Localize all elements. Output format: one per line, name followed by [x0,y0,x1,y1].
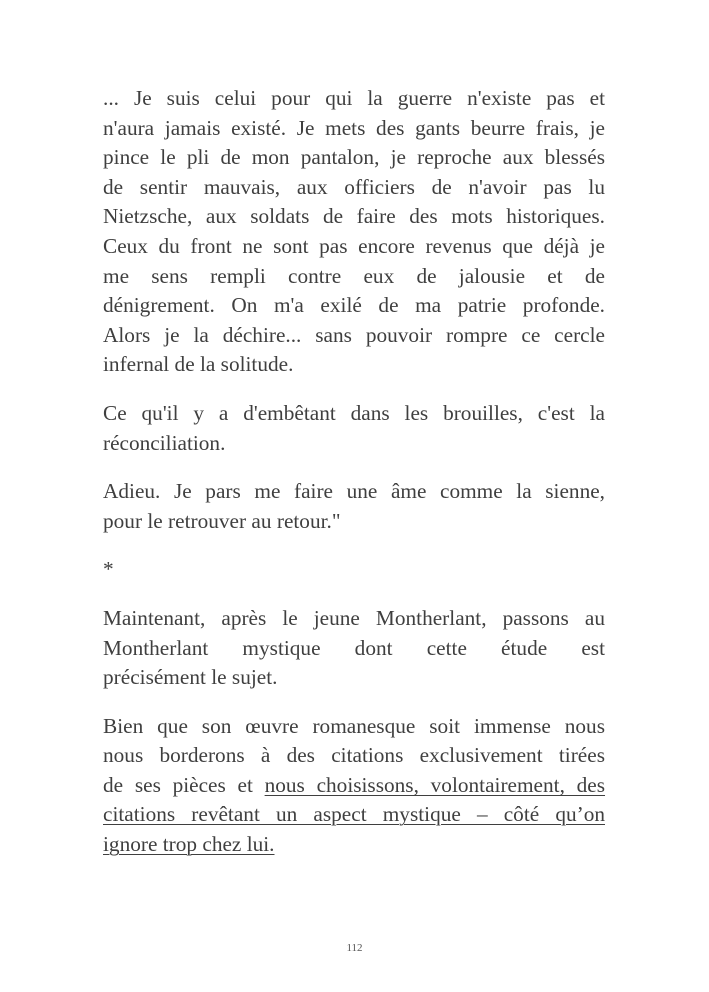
text-line [103,771,605,801]
text-line [103,555,605,585]
text-line [103,291,605,321]
text-segment: * [103,557,114,582]
text-segment: Ceux du front ne sont pas encore revenus que déjà je [103,233,605,258]
text-line [103,477,605,507]
paragraph [103,604,605,693]
paragraph [103,477,605,536]
text-line [103,321,605,351]
paragraph [103,555,605,585]
text-segment: Maintenant, après le jeune Montherlant, passons au [103,605,605,630]
text-segment: Nietzsche, aux soldats de faire des mots historiques. [103,204,605,229]
text-segment: me sens rempli contre eux de jalousie et de [103,263,605,288]
text-line [103,350,605,380]
text-line [103,173,605,203]
text-line [103,507,605,537]
text-segment: pince le pli de mon pantalon, je reproche aux blessés [103,145,605,170]
text-segment: nous borderons à des citations exclusivement tirées [103,743,605,768]
paragraph [103,712,605,860]
text-line [103,143,605,173]
text-segment: Adieu. Je pars me faire une âme comme la sienne, [103,479,605,504]
text-segment: précisément le sujet. [103,665,278,690]
text-segment: infernal de la solitude. [103,352,294,377]
text-line [103,712,605,742]
text-segment: ... Je suis celui pour qui la guerre n'existe pas et [103,86,605,110]
text-segment: Ce qu'il y a d'embêtant dans les brouilles, c'est la [103,400,605,425]
text-line [103,114,605,144]
page-number: 112 [346,942,363,954]
page-body [103,84,605,879]
text-line [103,604,605,634]
text-segment: Montherlant mystique dont cette étude est [103,635,605,660]
text-line [103,262,605,292]
text-line [103,741,605,771]
text-segment: réconciliation. [103,430,226,455]
underlined-text: nous choisissons, volontairement, des [264,772,606,797]
text-segment: Alors je la déchire... sans pouvoir rompre ce cercle [103,322,605,347]
text-line [103,399,605,429]
text-line [103,830,605,860]
text-line [103,232,605,262]
paragraph [103,84,605,380]
text-line [103,800,605,830]
text-segment: Bien que son œuvre romanesque soit immense nous [103,713,605,738]
underlined-text: ignore trop chez lui. [103,832,275,857]
text-segment: n'aura jamais existé. Je mets des gants beurre frais, je [103,115,605,140]
text-line [103,202,605,232]
text-segment: dénigrement. On m'a exilé de ma patrie profonde. [103,293,605,318]
text-segment: de ses pièces et [103,772,265,797]
paragraph [103,399,605,458]
text-line [103,84,605,114]
underlined-text: citations revêtant un aspect mystique – côté qu’on [103,802,605,827]
text-line [103,429,605,459]
text-line [103,663,605,693]
text-segment: de sentir mauvais, aux officiers de n'avoir pas lu [103,174,605,199]
text-line [103,634,605,664]
text-segment: pour le retrouver au retour." [103,508,341,533]
